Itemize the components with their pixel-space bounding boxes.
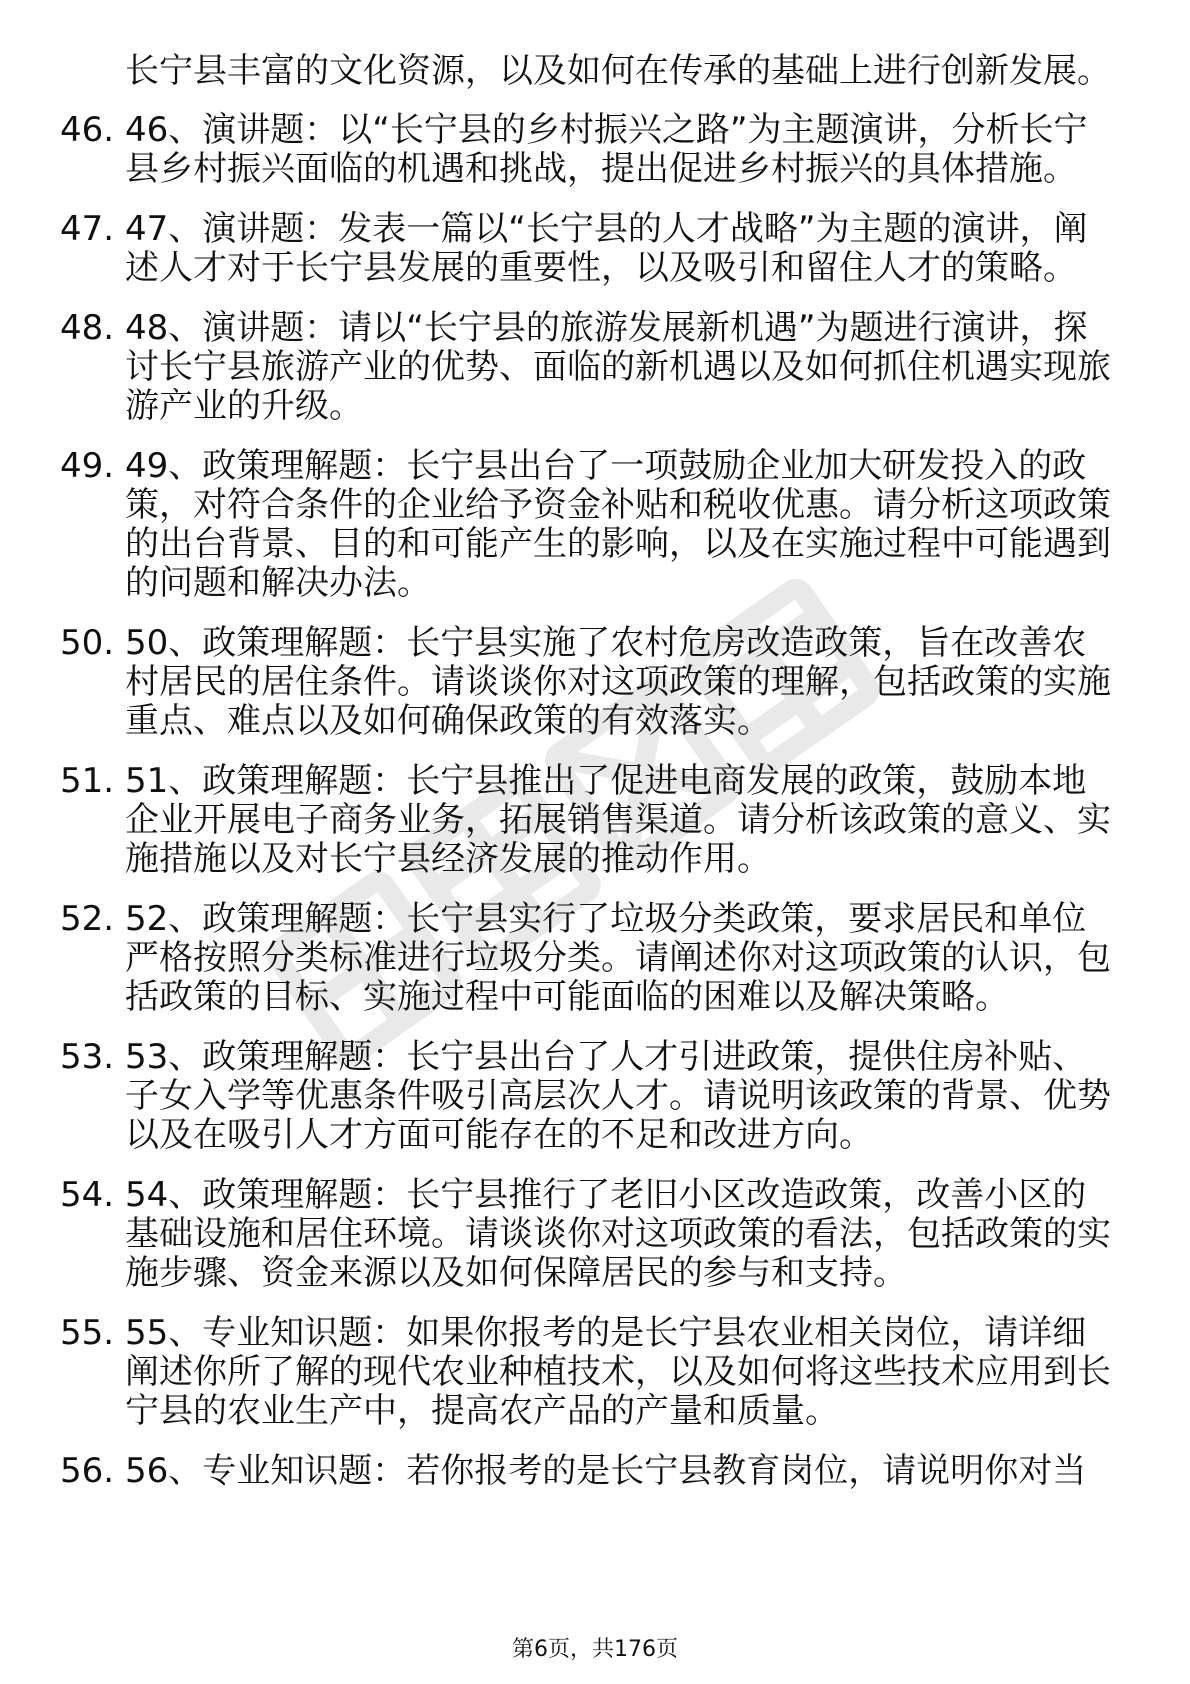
item-number: 55. bbox=[60, 1313, 115, 1353]
item-number: 53. bbox=[60, 1037, 115, 1077]
item-number: 46. bbox=[60, 110, 115, 150]
list-item bbox=[60, 1452, 1120, 1491]
item-number: 51. bbox=[60, 761, 115, 801]
item-text: 50、政策理解题：长宁县实施了农村危房改造政策，旨在改善农村居民的居住条件。请谈谈你对这项政策的理解，包括政策的实施重点、难点以及如何确保政策的有效落实。 bbox=[125, 623, 1111, 741]
list-item bbox=[60, 1038, 1120, 1155]
list-item bbox=[60, 309, 1120, 426]
item-number: 49. bbox=[60, 446, 115, 486]
item-number: 50. bbox=[60, 623, 115, 663]
item-number: 52. bbox=[60, 899, 115, 939]
item-text: 55、专业知识题：如果你报考的是长宁县农业相关岗位，请详细阐述你所了解的现代农业种植技术，以及如何将这些技术应用到长宁县的农业生产中，提高农产品的产量和质量。 bbox=[125, 1313, 1111, 1431]
item-number: 47. bbox=[60, 209, 115, 249]
list-item bbox=[60, 624, 1120, 741]
item-text: 48、演讲题：请以“长宁县的旅游发展新机遇”为题进行演讲，探讨长宁县旅游产业的优势、面临的新机遇以及如何抓住机遇实现旅游产业的升级。 bbox=[125, 308, 1111, 426]
list-item bbox=[60, 111, 1120, 189]
list-item bbox=[60, 762, 1120, 879]
item-text: 49、政策理解题：长宁县出台了一项鼓励企业加大研发投入的政策，对符合条件的企业给予资金补贴和税收优惠。请分析这项政策的出台背景、目的和可能产生的影响，以及在实施过程中可能遇到的问题和解决办法。 bbox=[125, 446, 1111, 603]
item-number: 54. bbox=[60, 1175, 115, 1215]
item-text: 52、政策理解题：长宁县实行了垃圾分类政策，要求居民和单位严格按照分类标准进行垃圾分类。请阐述你对这项政策的认识，包括政策的目标、实施过程中可能面临的困难以及解决策略。 bbox=[125, 899, 1111, 1017]
item-text: 56、专业知识题：若你报考的是长宁县教育岗位，请说明你对当 bbox=[125, 1451, 1087, 1491]
list-item bbox=[60, 447, 1120, 603]
page-number-footer: 第6页，共176页 bbox=[512, 1637, 678, 1662]
list-item bbox=[60, 900, 1120, 1017]
item-text: 51、政策理解题：长宁县推出了促进电商发展的政策，鼓励本地企业开展电子商务业务，拓展销售渠道。请分析该政策的意义、实施措施以及对长宁县经济发展的推动作用。 bbox=[125, 761, 1111, 879]
item-text: 54、政策理解题：长宁县推行了老旧小区改造政策，改善小区的基础设施和居住环境。请谈谈你对这项政策的看法，包括政策的实施步骤、资金来源以及如何保障居民的参与和支持。 bbox=[125, 1175, 1111, 1293]
list-item bbox=[60, 1176, 1120, 1293]
item-text: 47、演讲题：发表一篇以“长宁县的人才战略”为主题的演讲，阐述人才对于长宁县发展的重要性，以及吸引和留住人才的策略。 bbox=[125, 209, 1088, 288]
question-list bbox=[60, 52, 1120, 1512]
list-item bbox=[60, 210, 1120, 288]
item-text: 46、演讲题：以“长宁县的乡村振兴之路”为主题演讲，分析长宁县乡村振兴面临的机遇和挑战，提出促进乡村振兴的具体措施。 bbox=[125, 110, 1088, 189]
item-number: 56. bbox=[60, 1451, 115, 1491]
continuation-paragraph: 长宁县丰富的文化资源，以及如何在传承的基础上进行创新发展。 bbox=[125, 51, 1111, 91]
item-number: 48. bbox=[60, 308, 115, 348]
item-text: 53、政策理解题：长宁县出台了人才引进政策，提供住房补贴、子女入学等优惠条件吸引高层次人才。请说明该政策的背景、优势以及在吸引人才方面可能存在的不足和改进方向。 bbox=[125, 1037, 1111, 1155]
list-item bbox=[60, 1314, 1120, 1431]
